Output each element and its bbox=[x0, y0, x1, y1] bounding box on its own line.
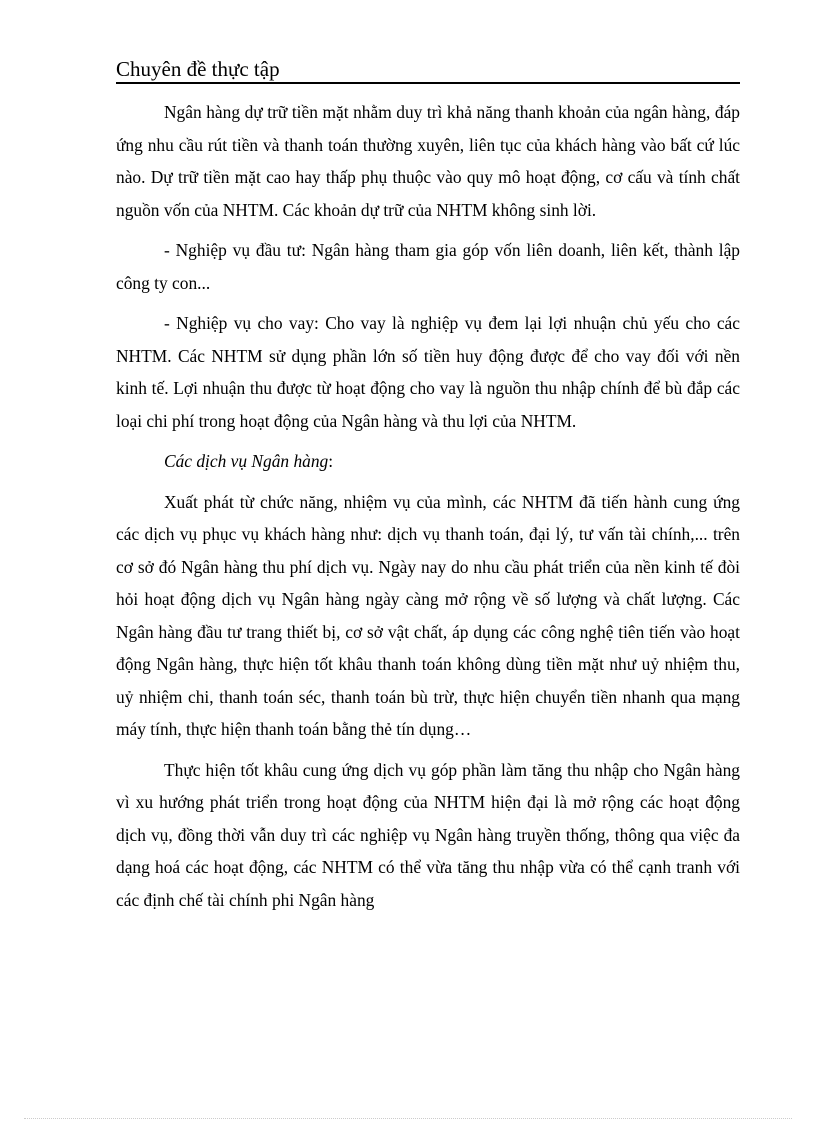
body-text bbox=[116, 96, 740, 916]
paragraph-lending: - Nghiệp vụ cho vay: Cho vay là nghiệp vụ đem lại lợi nhuận chủ yếu cho các NHTM. Các NHTM sử dụng phần lớn số tiền huy động được để cho vay đối với nền kinh tế. Lợi nhuận thu được từ hoạt động cho vay là nguồn thu nhập chính để bù đắp các loại chi phí trong hoạt động của Ngân hàng và thu lợi của NHTM. bbox=[116, 313, 740, 431]
subheading-banking-services bbox=[116, 445, 740, 478]
paragraph-investment: - Nghiệp vụ đầu tư: Ngân hàng tham gia góp vốn liên doanh, liên kết, thành lập công ty con... bbox=[116, 240, 740, 293]
page-header bbox=[116, 56, 740, 84]
header-title: Chuyên đề thực tập bbox=[116, 57, 280, 81]
subheading-suffix: : bbox=[328, 451, 334, 471]
paragraph-cash-reserve: Ngân hàng dự trữ tiền mặt nhằm duy trì khả năng thanh khoản của ngân hàng, đáp ứng nhu cầu rút tiền và thanh toán thường xuyên, liên tục của khách hàng vào bất cứ lúc nào. Dự trữ tiền mặt cao hay thấp phụ thuộc vào quy mô hoạt động, cơ cấu và tính chất nguồn vốn của NHTM. Các khoản dự trữ của NHTM không sinh lời. bbox=[116, 102, 740, 220]
paragraph-services-detail: Xuất phát từ chức năng, nhiệm vụ của mình, các NHTM đã tiến hành cung ứng các dịch vụ phục vụ khách hàng như: dịch vụ thanh toán, đại lý, tư vấn tài chính,... trên cơ sở đó Ngân hàng thu phí dịch vụ. Ngày nay do nhu cầu phát triển của nền kinh tế đòi hỏi hoạt động dịch vụ Ngân hàng ngày càng mở rộng về số lượng và chất lượng. Các Ngân hàng đầu tư trang thiết bị, cơ sở vật chất, áp dụng các công nghệ tiên tiến vào hoạt động Ngân hàng, thực hiện tốt khâu thanh toán không dùng tiền mặt như uỷ nhiệm thu, uỷ nhiệm chi, thanh toán séc, thanh toán bù trừ, thực hiện chuyển tiền nhanh qua mạng máy tính, thực hiện thanh toán bằng thẻ tín dụng… bbox=[116, 491, 740, 739]
paragraph-services-income: Thực hiện tốt khâu cung ứng dịch vụ góp phần làm tăng thu nhập cho Ngân hàng vì xu hướng phát triển trong hoạt động của NHTM hiện đại là mở rộng các hoạt động dịch vụ, đồng thời vẫn duy trì các nghiệp vụ Ngân hàng truyền thống, thông qua việc đa dạng hoá các hoạt động, các NHTM có thể vừa tăng thu nhập vừa có thể cạnh tranh với các định chế tài chính phi Ngân hàng bbox=[116, 759, 740, 910]
footer-divider bbox=[24, 1118, 792, 1119]
subheading-text: Các dịch vụ Ngân hàng bbox=[164, 451, 329, 471]
